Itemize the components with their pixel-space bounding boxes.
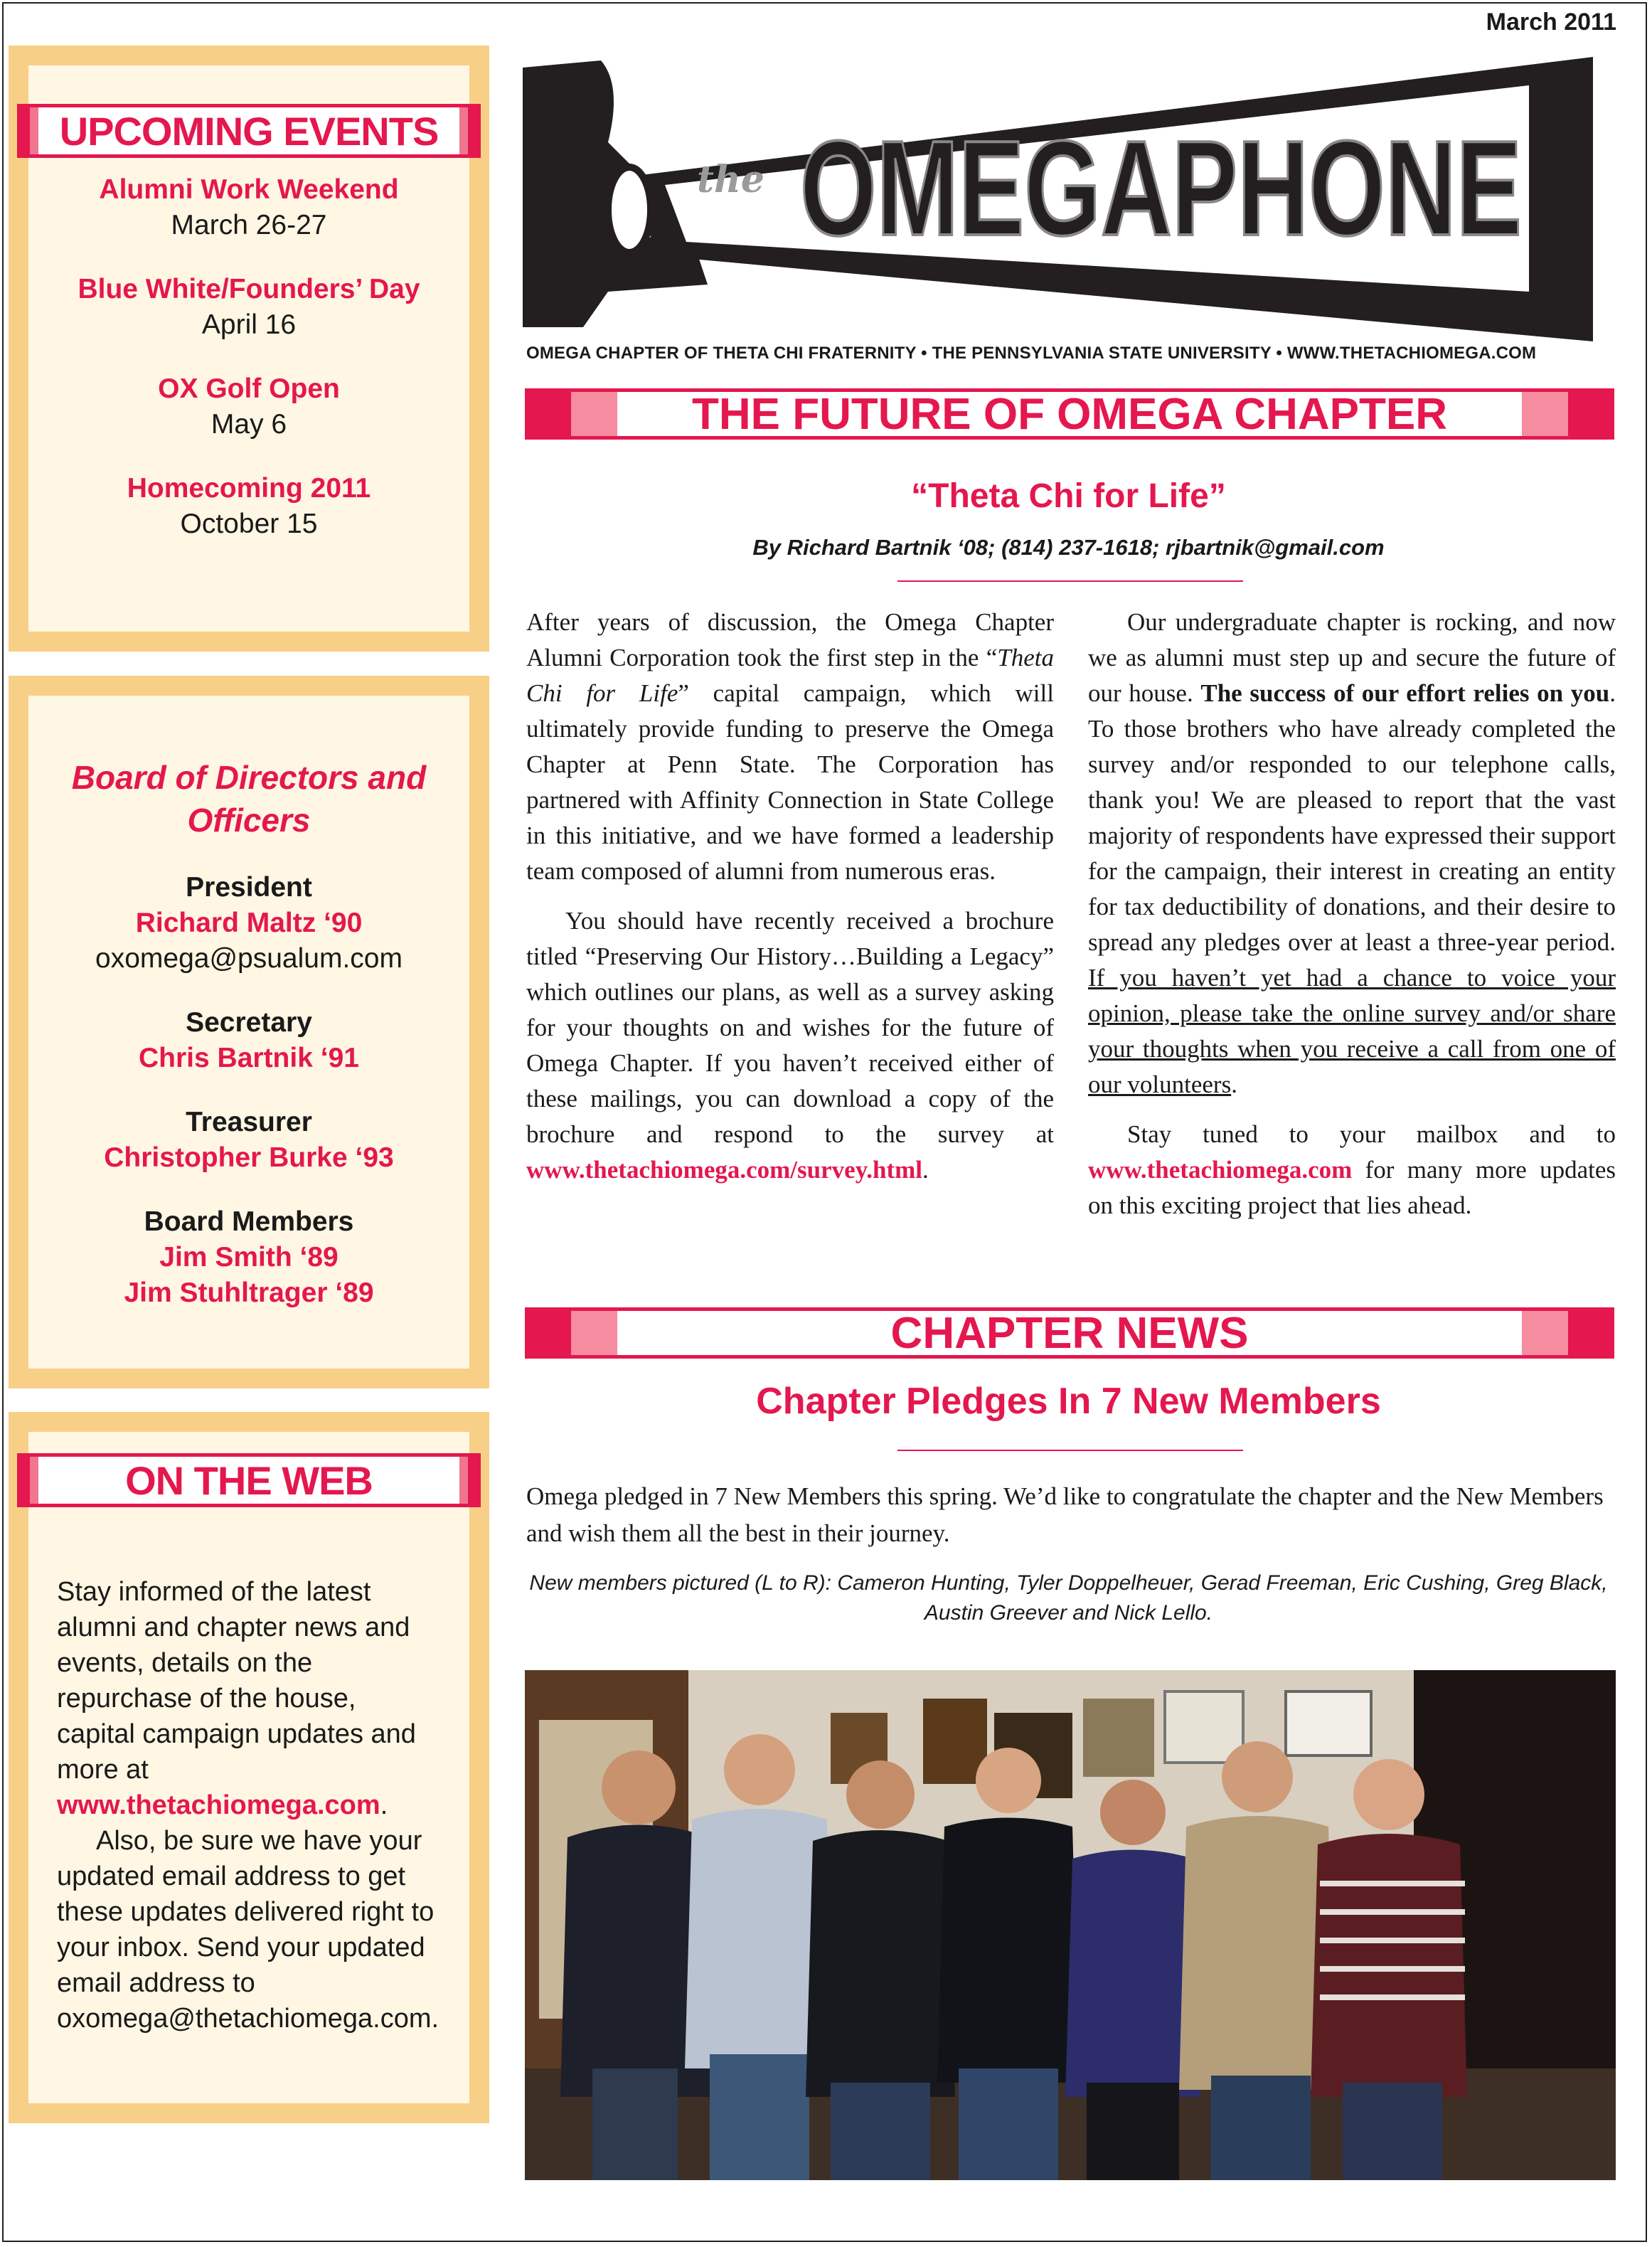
- banner-stripe-left: [525, 392, 617, 436]
- p2-text: You should have recently received a brochure titled “Preserving Our History…Building a Legacy” which outlines our plans, as well as a survey asking for your thoughts on and wishes for the future of Omega Chapter. If you haven’t received either of these mailings, you can download a copy of the brochure and respond to the survey at: [526, 907, 1054, 1148]
- website-link[interactable]: www.thetachiomega.com: [1088, 1156, 1353, 1184]
- board-title-line1: Board of Directors and: [71, 759, 427, 796]
- events-heading: UPCOMING EVENTS: [59, 108, 439, 154]
- board-member-name: Jim Stuhltrager ‘89: [124, 1277, 374, 1308]
- web-text-1: Stay informed of the latest alumni and chapter news and events, details on the repurchase of the house, capital campaign updates and more at: [57, 1577, 416, 1785]
- p3-underlined: If you haven’t yet had a chance to voice your opinion, please take the online survey and/or share your thoughts when you receive a call from one of our volunteers: [1088, 964, 1616, 1098]
- president-name: Richard Maltz ‘90: [135, 908, 363, 938]
- president-email: oxomega@psualum.com: [95, 943, 403, 974]
- event-name: Homecoming 2011: [127, 473, 371, 504]
- p2-end: .: [922, 1156, 929, 1184]
- survey-link[interactable]: www.thetachiomega.com/survey.html: [526, 1156, 923, 1184]
- banner-stripe-right: [1522, 392, 1614, 436]
- role-treasurer: [28, 1105, 469, 1176]
- p3-end: .: [1231, 1071, 1237, 1098]
- event-item: [28, 272, 469, 343]
- group-photo: [525, 1670, 1616, 2180]
- web-text-1-end: .: [380, 1790, 388, 1820]
- event-item: [28, 471, 469, 542]
- masthead-small-title: the: [697, 158, 764, 201]
- p1-text-b: ” capital campaign, which will ultimately provide funding to preserve the Omega Chapter at Penn State. The Corporation has partnered with Affinity Connection in State College in this initiative, and we have formed a leadership team composed of alumni from numerous eras.: [526, 679, 1054, 885]
- future-column-left: [526, 605, 1054, 1202]
- masthead-title: OMEGAPHONE: [800, 113, 1522, 264]
- news-banner-title: CHAPTER NEWS: [890, 1308, 1249, 1358]
- masthead-tagline: OMEGA CHAPTER OF THETA CHI FRATERNITY • THE PENNSYLVANIA STATE UNIVERSITY • WWW.THETACHIOMEGA.COM: [526, 344, 1537, 363]
- future-column-right: [1088, 605, 1616, 1238]
- p1-italic: Theta Chi for Life: [526, 644, 1054, 707]
- web-box: [9, 1412, 489, 2123]
- p3-text-b: . To those brothers who have already completed the survey and/or responded to our telephone calls, thank you! We are pleased to report that the vast majority of respondents have expressed their support for the campaign, their interest in creating an entity for tax deductibility of donations, and their desire to spread any pledges over at least a three-year period.: [1088, 679, 1616, 956]
- role-secretary: [28, 1005, 469, 1076]
- event-date: May 6: [211, 409, 287, 440]
- event-name: Alumni Work Weekend: [99, 174, 399, 205]
- megaphone-mouth: [608, 167, 651, 253]
- web-banner: [17, 1453, 481, 1507]
- president-label: President: [186, 872, 312, 903]
- web-link[interactable]: www.thetachiomega.com: [57, 1790, 380, 1820]
- p3-bold: The success of our effort relies on you: [1200, 679, 1610, 707]
- future-paragraph-4: [1088, 1117, 1616, 1223]
- news-rule: [897, 1450, 1243, 1451]
- future-subtitle: “Theta Chi for Life”: [911, 477, 1226, 515]
- events-box: [9, 46, 489, 652]
- p4-text-a: Stay tuned to your mailbox and to: [1127, 1120, 1616, 1148]
- board-title-line2: Officers: [187, 802, 311, 839]
- future-rule: [897, 580, 1243, 582]
- secretary-label: Secretary: [186, 1007, 312, 1038]
- future-paragraph-3: [1088, 605, 1616, 1103]
- board-box-inner: [28, 696, 469, 1369]
- p3-text-a: Our undergraduate chapter is rocking, and now we as alumni must step up and secure the future of our house.: [1088, 608, 1616, 707]
- p1-text-a: After years of discussion, the Omega Chapter Alumni Corporation took the first step in the “: [526, 608, 1054, 671]
- secretary-name: Chris Bartnik ‘91: [139, 1043, 359, 1073]
- event-name: Blue White/Founders’ Day: [78, 274, 420, 304]
- board-box: [9, 676, 489, 1388]
- web-text: [28, 1574, 469, 2036]
- event-item: [28, 371, 469, 442]
- future-banner-title: THE FUTURE OF OMEGA CHAPTER: [691, 389, 1448, 439]
- role-president: [28, 870, 469, 977]
- board-member-name: Jim Smith ‘89: [159, 1242, 339, 1273]
- event-date: April 16: [201, 309, 297, 340]
- future-paragraph-2: [526, 903, 1054, 1188]
- web-heading: ON THE WEB: [125, 1457, 373, 1503]
- future-banner: [525, 388, 1614, 440]
- web-text-2: Also, be sure we have your updated email address to get these updates delivered right to your inbox. Send your updated email address to oxomega@thetachiomega.com.: [57, 1826, 439, 2034]
- banner-stripe-right: [1522, 1311, 1614, 1355]
- news-banner: [525, 1307, 1614, 1359]
- event-date: October 15: [180, 509, 318, 539]
- events-box-inner: [28, 65, 469, 632]
- photo-caption: New members pictured (L to R): Cameron Hunting, Tyler Doppelheuer, Gerad Freeman, Eric Cushing, Greg Black, Austin Greever and Nick Lello.: [529, 1571, 1608, 1625]
- p4-text-b: for many more updates on this exciting project that lies ahead.: [1088, 1156, 1616, 1219]
- event-name: OX Golf Open: [158, 373, 340, 404]
- banner-stripe-left: [525, 1311, 617, 1355]
- news-paragraph: Omega pledged in 7 New Members this spring. We’d like to congratulate the chapter and the New Members and wish them all the best in their journey.: [526, 1482, 1604, 1547]
- event-item: [28, 172, 469, 243]
- events-banner: [17, 104, 481, 158]
- board-members-label: Board Members: [144, 1206, 354, 1237]
- treasurer-label: Treasurer: [186, 1107, 312, 1137]
- treasurer-name: Christopher Burke ‘93: [104, 1142, 394, 1173]
- news-subtitle: Chapter Pledges In 7 New Members: [756, 1381, 1381, 1422]
- issue-date: March 2011: [1486, 9, 1616, 36]
- masthead-logo: [523, 57, 1597, 341]
- event-date: March 26-27: [171, 210, 327, 240]
- role-board-members: [28, 1204, 469, 1311]
- future-paragraph-1: [526, 605, 1054, 889]
- events-list: [28, 172, 469, 570]
- web-box-inner: [28, 1432, 469, 2103]
- future-byline: By Richard Bartnik ‘08; (814) 237-1618; rjbartnik@gmail.com: [752, 535, 1385, 560]
